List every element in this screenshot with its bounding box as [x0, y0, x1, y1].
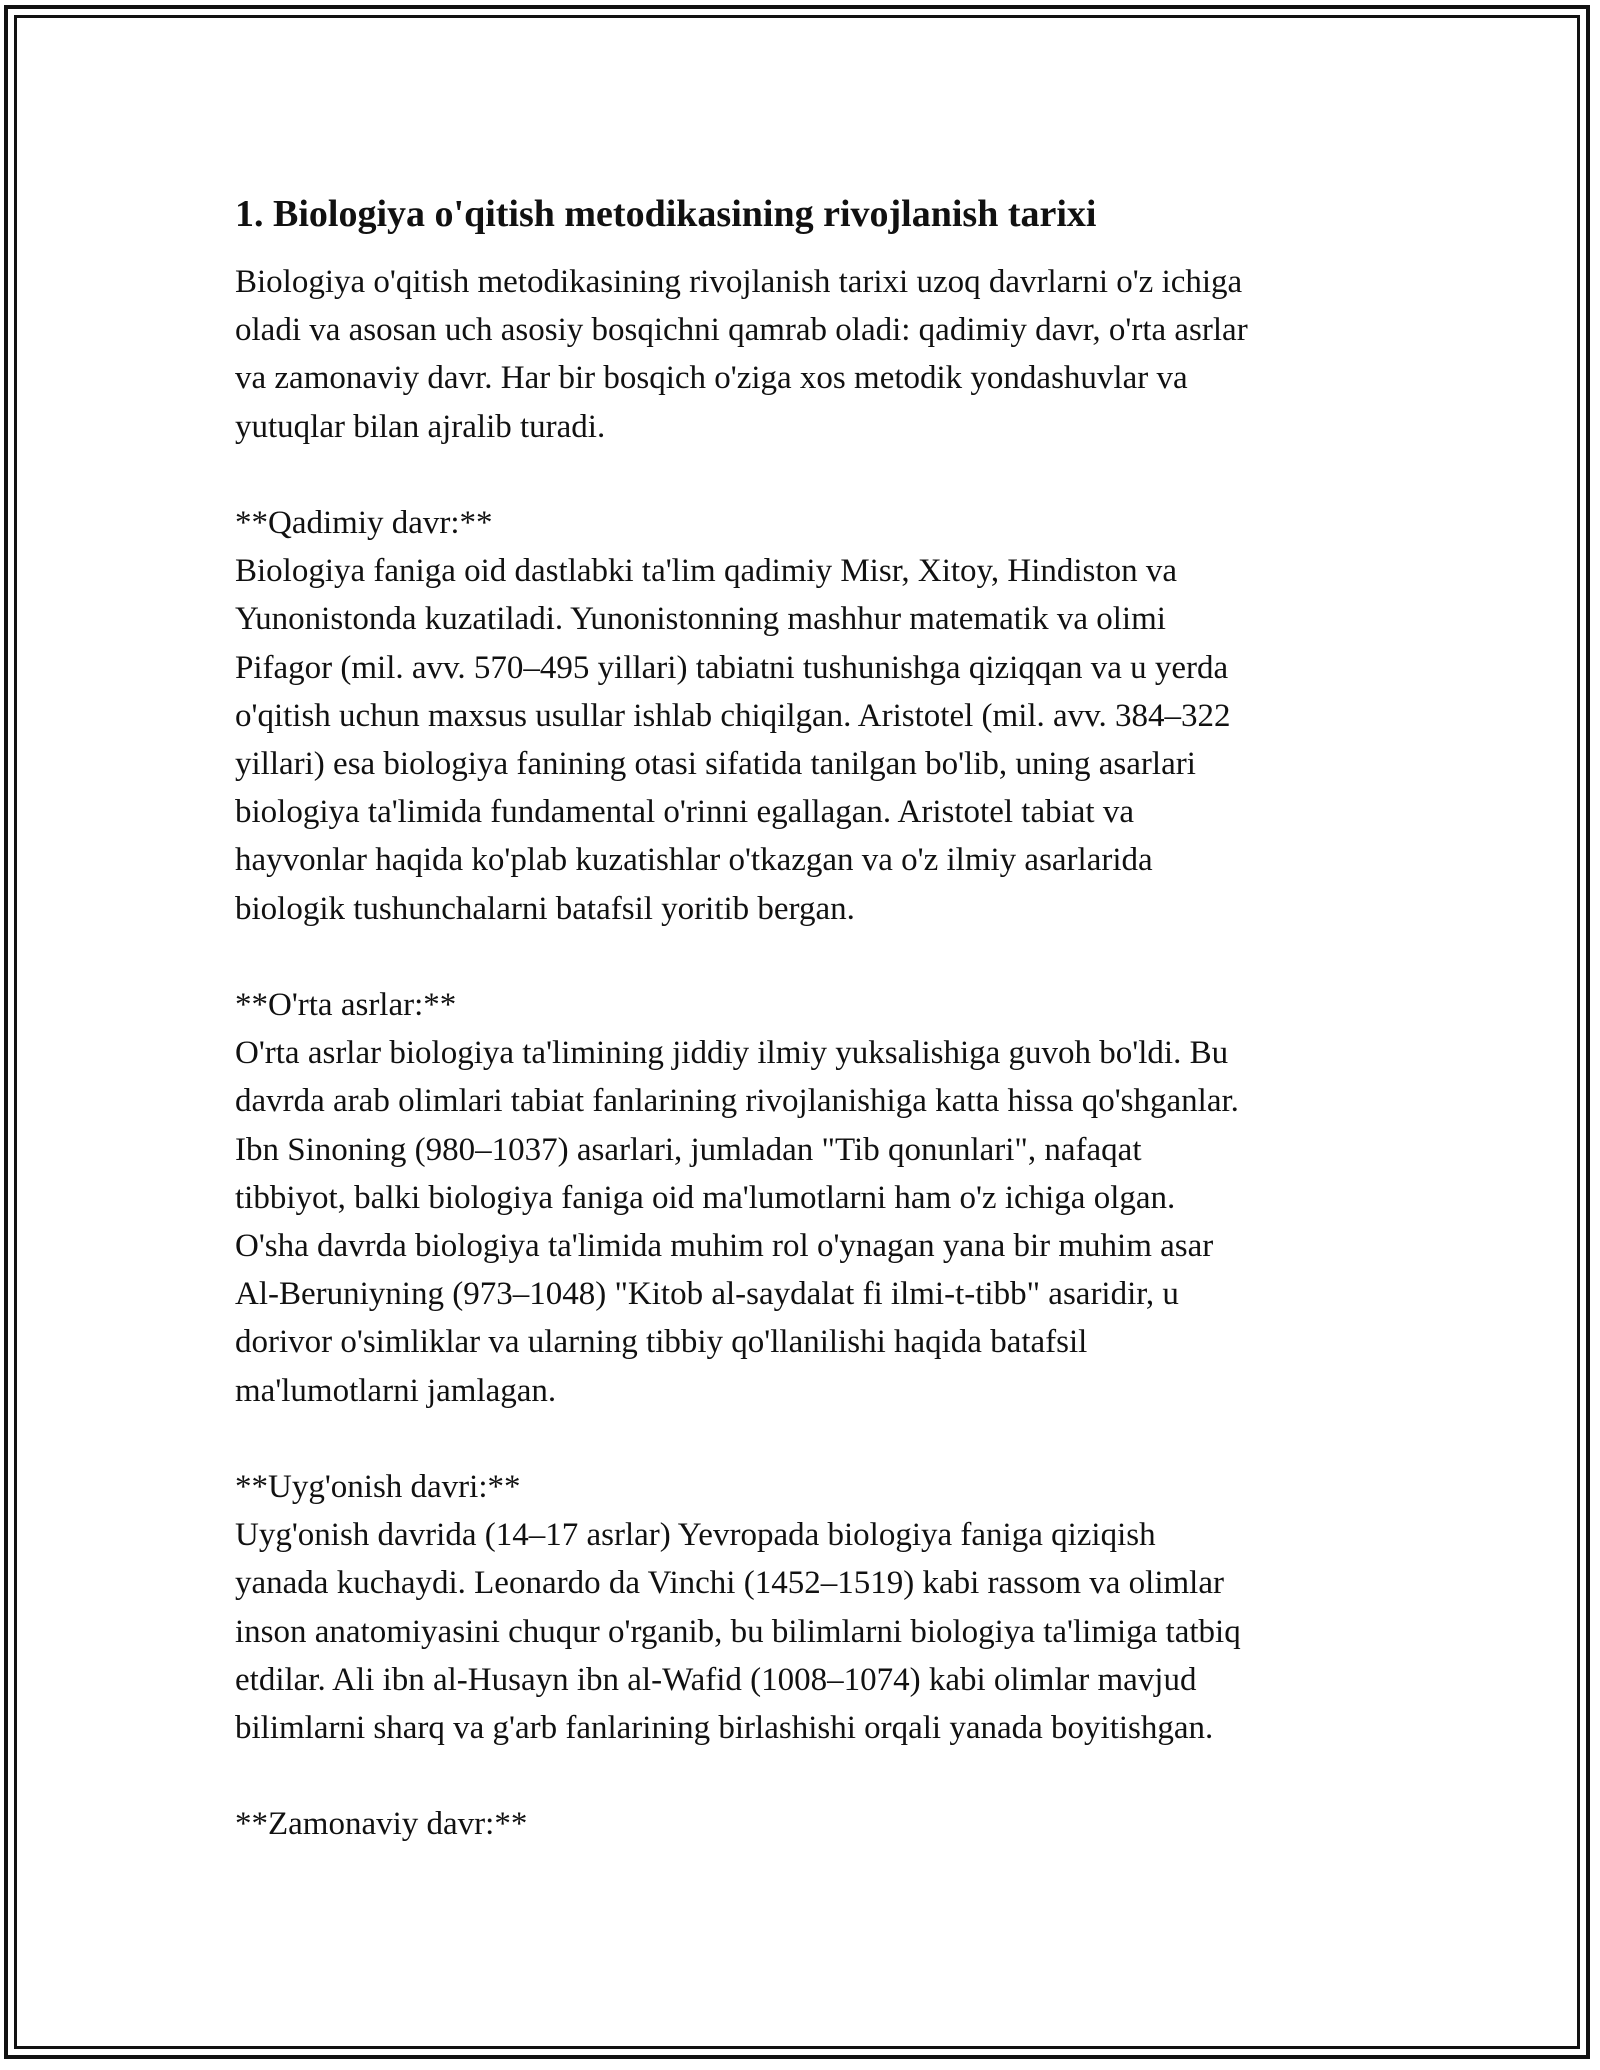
text-line: Ibn Sinoning (980–1037) asarlari, jumladan "Tib qonunlari", nafaqat	[235, 1131, 1142, 1168]
text-line: Al-Beruniyning (973–1048) "Kitob al-saydalat fi ilmi-t-tibb" asaridir, u	[235, 1276, 1179, 1313]
intro-line: Biologiya o'qitish metodikasining rivojlanish tarixi uzoq davrlarni o'z ichiga	[235, 264, 1243, 300]
section-body	[235, 1029, 1375, 1415]
section-heading: **O'rta asrlar:**	[235, 987, 457, 1024]
section-modern	[235, 1800, 1375, 1848]
text-line: etdilar. Ali ibn al-Husayn ibn al-Wafid (1008–1074) kabi olimlar mavjud	[235, 1661, 1197, 1698]
text-line: Uyg'onish davrida (14–17 asrlar) Yevropada biologiya faniga qiziqish	[235, 1517, 1156, 1554]
intro-line: va zamonaviy davr. Har bir bosqich o'ziga xos metodik yondashuvlar va	[235, 360, 1188, 397]
text-line: davrda arab olimlari tabiat fanlarining rivojlanishiga katta hissa qo'shganlar.	[235, 1083, 1239, 1120]
text-line: O'sha davrda biologiya ta'limida muhim rol o'ynagan yana bir muhim asar	[235, 1228, 1214, 1265]
text-line: tibbiyot, balki biologiya faniga oid ma'lumotlarni ham o'z ichiga olgan.	[235, 1179, 1176, 1216]
text-line: dorivor o'simliklar va ularning tibbiy qo'llanilishi haqida batafsil	[235, 1324, 1088, 1361]
section-heading: **Qadimiy davr:**	[235, 505, 493, 541]
document-title: 1. Biologiya o'qitish metodikasining rivojlanish tarixi	[235, 193, 1097, 235]
text-line: inson anatomiyasini chuqur o'rganib, bu bilimlarni biologiya ta'limiga tatbiq	[235, 1613, 1241, 1650]
intro-paragraph	[235, 258, 1375, 451]
section-heading: **Uyg'onish davri:**	[235, 1469, 521, 1506]
section-middle-ages	[235, 981, 1375, 1415]
text-line: Biologiya faniga oid dastlabki ta'lim qadimiy Misr, Xitoy, Hindiston va	[235, 553, 1177, 590]
intro-line: oladi va asosan uch asosiy bosqichni qamrab oladi: qadimiy davr, o'rta asrlar	[235, 312, 1248, 349]
section-body	[235, 1511, 1375, 1752]
text-line: o'qitish uchun maxsus usullar ishlab chiqilgan. Aristotel (mil. avv. 384–322	[235, 697, 1231, 734]
text-line: yanada kuchaydi. Leonardo da Vinchi (1452–1519) kabi rassom va olimlar	[235, 1565, 1224, 1602]
text-line: bilimlarni sharq va g'arb fanlarining birlashishi orqali yanada boyitishgan.	[235, 1710, 1214, 1747]
text-line: O'rta asrlar biologiya ta'limining jiddiy ilmiy yuksalishiga guvoh bo'ldi. Bu	[235, 1035, 1229, 1072]
section-ancient	[235, 499, 1375, 933]
text-line: biologik tushunchalarni batafsil yoritib bergan.	[235, 890, 855, 927]
section-heading: **Zamonaviy davr:**	[235, 1806, 528, 1843]
text-line: Yunonistonda kuzatiladi. Yunonistonning mashhur matematik va olimi	[235, 601, 1166, 638]
document-body	[235, 186, 1375, 1849]
text-line: Pifagor (mil. avv. 570–495 yillari) tabiatni tushunishga qiziqqan va u yerda	[235, 649, 1229, 686]
text-line: ma'lumotlarni jamlagan.	[235, 1372, 557, 1409]
text-line: biologiya ta'limida fundamental o'rinni egallagan. Aristotel tabiat va	[235, 794, 1134, 831]
text-line: hayvonlar haqida ko'plab kuzatishlar o'tkazgan va o'z ilmiy asarlarida	[235, 842, 1153, 879]
section-renaissance	[235, 1463, 1375, 1752]
section-body	[235, 547, 1375, 933]
text-line: yillari) esa biologiya fanining otasi sifatida tanilgan bo'lib, uning asarlari	[235, 746, 1196, 783]
intro-line: yutuqlar bilan ajralib turadi.	[235, 408, 606, 445]
